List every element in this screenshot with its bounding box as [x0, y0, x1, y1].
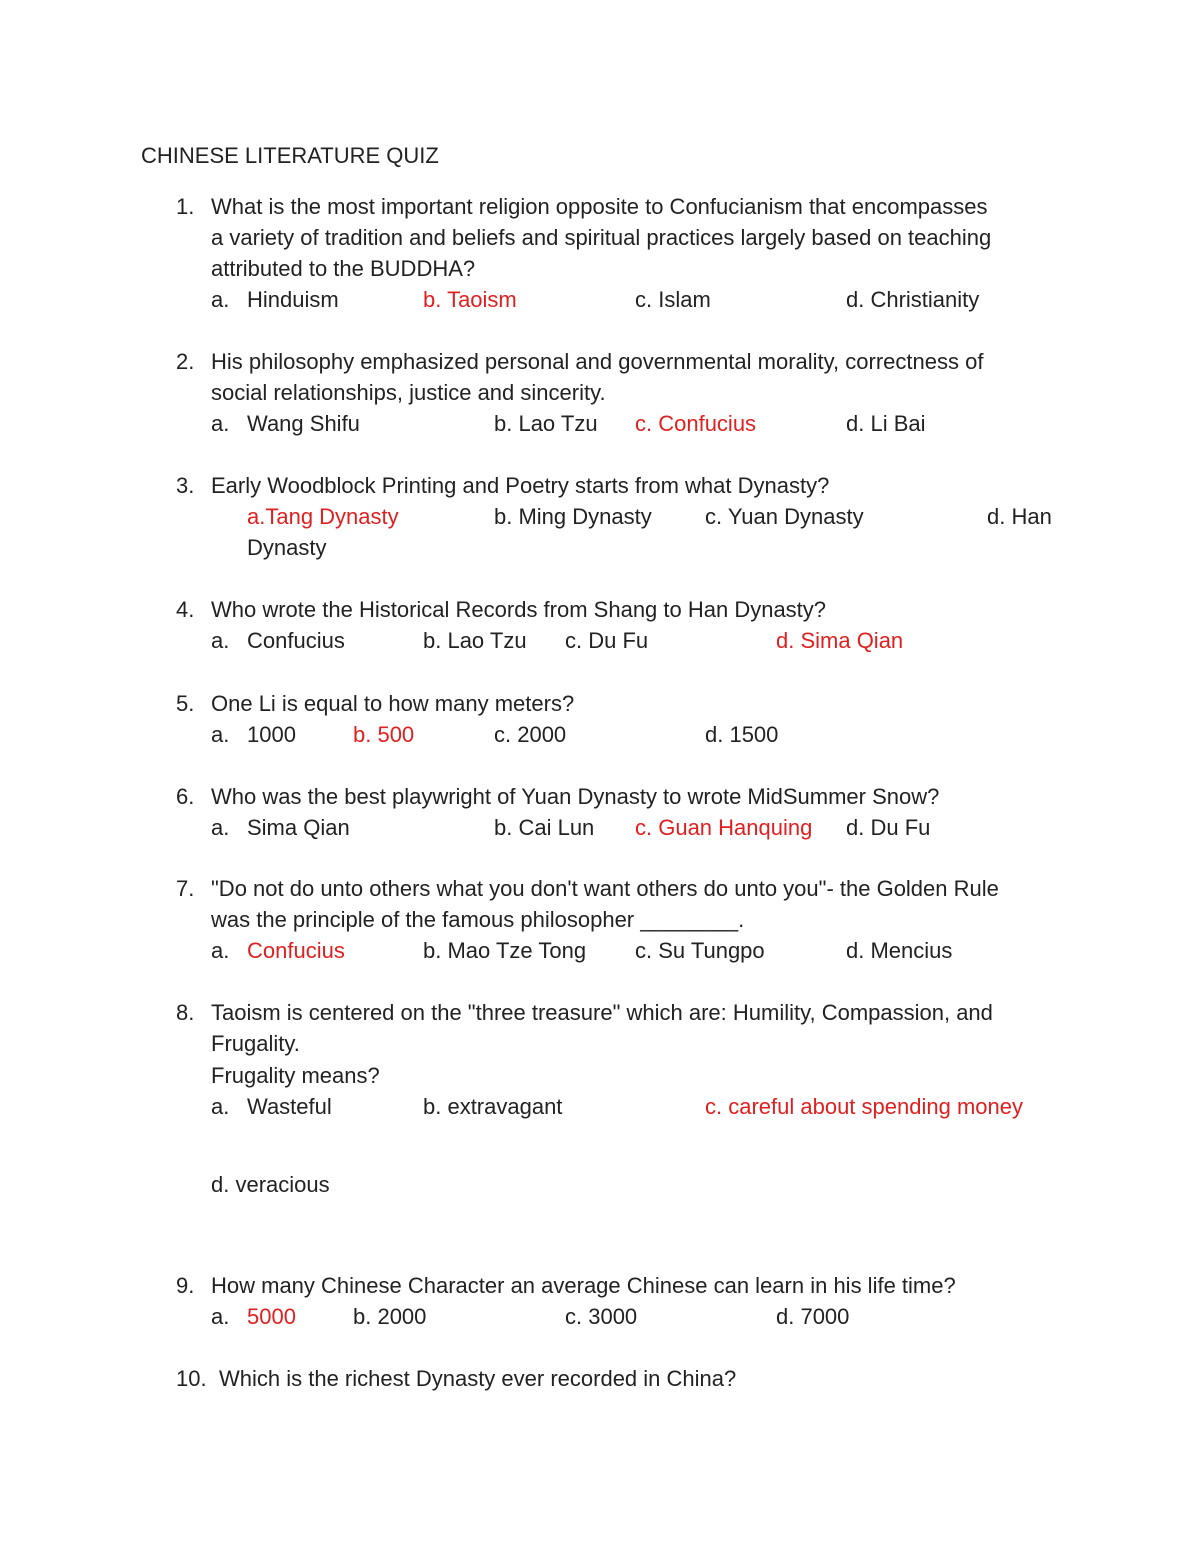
option-a: Sima Qian: [247, 815, 350, 840]
option-a-correct: a.Tang Dynasty: [247, 504, 399, 529]
question-text-line: Which is the richest Dynasty ever recorded in China?: [219, 1366, 737, 1391]
question-text-line: Who wrote the Historical Records from Shang to Han Dynasty?: [211, 597, 827, 622]
option-b: b. extravagant: [423, 1094, 563, 1119]
question-number: 5.: [176, 691, 195, 716]
question-text-line: Early Woodblock Printing and Poetry starts from what Dynasty?: [211, 473, 830, 498]
question-text-line: One Li is equal to how many meters?: [211, 691, 575, 716]
question-text-line: How many Chinese Character an average Chinese can learn in his life time?: [211, 1273, 956, 1298]
question-number: 2.: [176, 349, 195, 374]
option-a: Confucius: [247, 628, 345, 653]
question-number: 4.: [176, 597, 195, 622]
question-number: 3.: [176, 473, 195, 498]
option-d: d. Li Bai: [846, 411, 926, 436]
question-text-line: What is the most important religion opposite to Confucianism that encompasses: [211, 194, 988, 219]
option-d-wrap: Dynasty: [247, 535, 327, 560]
option-d: d. 7000: [776, 1304, 850, 1329]
option-b-correct: b. Taoism: [423, 287, 517, 312]
question-number: 10.: [176, 1366, 207, 1391]
question-text-line: His philosophy emphasized personal and governmental morality, correctness of: [211, 349, 984, 374]
option-letter: a.: [211, 938, 230, 963]
option-letter: a.: [211, 722, 230, 747]
question-text-line: social relationships, justice and sincerity.: [211, 380, 606, 405]
option-b-correct: b. 500: [353, 722, 415, 747]
option-c: c. 3000: [565, 1304, 638, 1329]
option-d-correct: d. Sima Qian: [776, 628, 904, 653]
option-a-correct: 5000: [247, 1304, 296, 1329]
option-b: b. Ming Dynasty: [494, 504, 652, 529]
question-number: 9.: [176, 1273, 195, 1298]
question-text-line: "Do not do unto others what you don't want others do unto you"- the Golden Rule: [211, 876, 999, 901]
question-number: 1.: [176, 194, 195, 219]
option-a: Hinduism: [247, 287, 339, 312]
option-letter: a.: [211, 287, 230, 312]
option-a: Wang Shifu: [247, 411, 360, 436]
option-b: b. Lao Tzu: [494, 411, 598, 436]
option-letter: a.: [211, 411, 230, 436]
question-text-line: was the principle of the famous philosopher ________.: [211, 907, 745, 932]
option-c-correct: c. Confucius: [635, 411, 757, 436]
option-b: b. Cai Lun: [494, 815, 595, 840]
option-c: c. Du Fu: [565, 628, 649, 653]
question-text-line: Frugality.: [211, 1031, 300, 1056]
option-d: d. Mencius: [846, 938, 953, 963]
option-d: d. 1500: [705, 722, 779, 747]
option-letter: a.: [211, 628, 230, 653]
question-text-line: attributed to the BUDDHA?: [211, 256, 476, 281]
option-a: 1000: [247, 722, 296, 747]
question-text-line: Who was the best playwright of Yuan Dynasty to wrote MidSummer Snow?: [211, 784, 940, 809]
option-a-correct: Confucius: [247, 938, 345, 963]
question-text-line: a variety of tradition and beliefs and spiritual practices largely based on teaching: [211, 225, 992, 250]
option-b: b. Mao Tze Tong: [423, 938, 587, 963]
option-d: d. Du Fu: [846, 815, 931, 840]
option-c-correct: c. Guan Hanquing: [635, 815, 813, 840]
option-letter: a.: [211, 1094, 230, 1119]
option-c: c. Su Tungpo: [635, 938, 765, 963]
option-b: b. Lao Tzu: [423, 628, 527, 653]
option-letter: a.: [211, 1304, 230, 1329]
option-a: Wasteful: [247, 1094, 332, 1119]
option-letter: a.: [211, 815, 230, 840]
question-text-line: Taoism is centered on the "three treasure" which are: Humility, Compassion, and: [211, 1000, 993, 1025]
option-d: d. veracious: [211, 1172, 330, 1197]
question-number: 6.: [176, 784, 195, 809]
option-d: d. Christianity: [846, 287, 980, 312]
option-b: b. 2000: [353, 1304, 427, 1329]
question-number: 7.: [176, 876, 195, 901]
option-d: d. Han: [987, 504, 1052, 529]
question-number: 8.: [176, 1000, 195, 1025]
option-c: c. 2000: [494, 722, 567, 747]
option-c: c. Islam: [635, 287, 711, 312]
page-title: CHINESE LITERATURE QUIZ: [141, 143, 439, 168]
option-c: c. Yuan Dynasty: [705, 504, 864, 529]
option-c-correct: c. careful about spending money: [705, 1094, 1023, 1119]
question-text-line: Frugality means?: [211, 1063, 380, 1088]
